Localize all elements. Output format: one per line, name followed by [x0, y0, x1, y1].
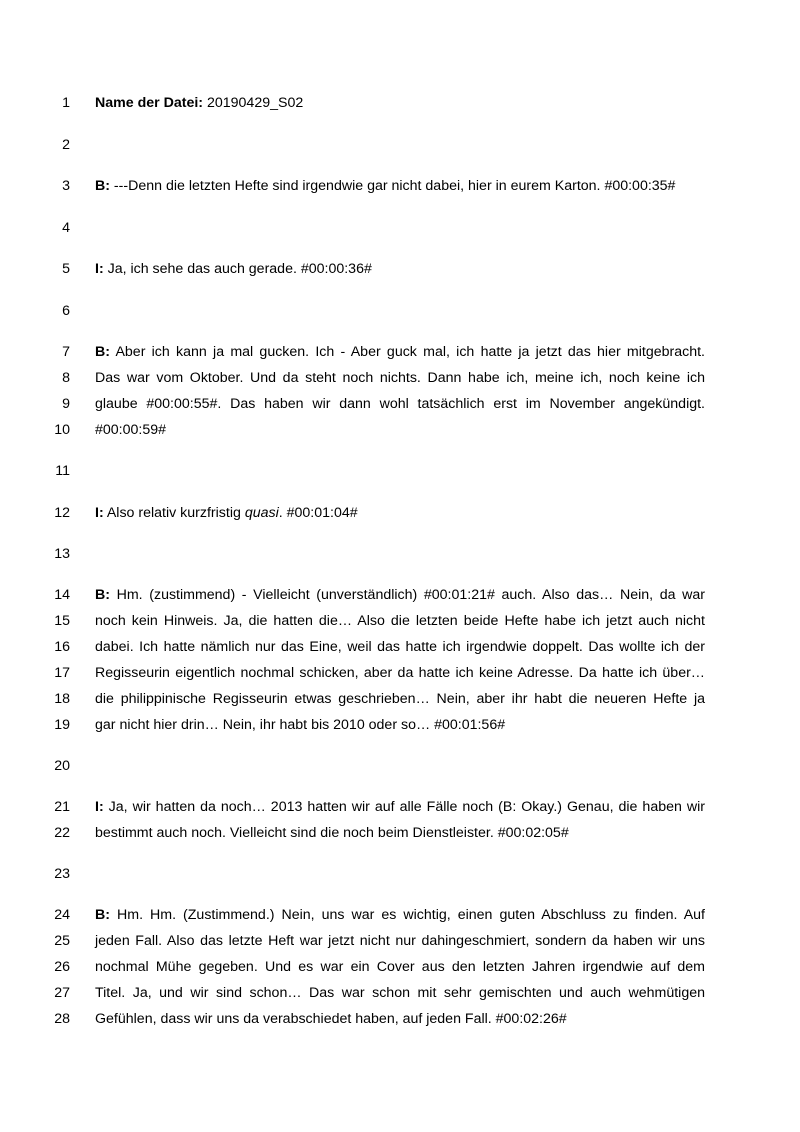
line-number: 21 — [54, 799, 70, 815]
line-number: 18 — [54, 691, 70, 707]
line-content: Hm. Hm. (Zustimmend.) Nein, uns war es wichtig, einen guten Abschluss zu finden. Auf — [109, 907, 705, 923]
line-text: nochmal Mühe gegeben. Und es war ein Cover aus den letzten Jahren irgendwie auf dem — [95, 959, 705, 975]
line-1 — [0, 93, 800, 113]
line-number: 16 — [54, 639, 70, 655]
line-text: die philippinische Regisseurin etwas geschrieben… Nein, aber ihr habt die neueren Hefte ja — [95, 691, 705, 707]
line-15 — [0, 611, 800, 631]
line-4 — [0, 218, 800, 238]
line-text — [95, 905, 705, 925]
line-content: Also relativ kurzfristig — [103, 505, 245, 521]
line-text: #00:00:59# — [95, 422, 167, 438]
line-10 — [0, 420, 800, 440]
line-number: 25 — [54, 933, 70, 949]
line-27 — [0, 983, 800, 1003]
line-number: 22 — [54, 825, 70, 841]
line-text: glaube #00:00:55#. Das haben wir dann wohl tatsächlich erst im November angekündigt. — [95, 396, 705, 412]
speaker-label: I: — [95, 799, 104, 815]
line-number: 8 — [62, 370, 70, 386]
line-text — [95, 342, 705, 362]
line-18 — [0, 689, 800, 709]
line-20 — [0, 756, 800, 776]
line-content: Aber ich kann ja mal gucken. Ich - Aber guck mal, ich hatte ja jetzt das hier mitgebracht. — [109, 344, 705, 360]
line-number: 7 — [62, 344, 70, 360]
line-text — [95, 259, 705, 279]
line-17 — [0, 663, 800, 683]
line-text: noch kein Hinweis. Ja, die hatten die… Also die letzten beide Hefte habe ich jetzt auch nicht — [95, 613, 705, 629]
line-text — [95, 93, 705, 113]
line-text: Regisseurin eigentlich nochmal schicken, aber da hatte ich keine Adresse. Da hatte ich über… — [95, 665, 705, 681]
line-number: 6 — [62, 303, 70, 319]
line-9 — [0, 394, 800, 414]
line-22 — [0, 823, 800, 843]
line-number: 11 — [55, 463, 70, 479]
speaker-label: Name der Datei: — [95, 95, 204, 111]
line-text: dabei. Ich hatte nämlich nur das Eine, weil das hatte ich irgendwie doppelt. Das wollte ich der — [95, 639, 705, 655]
line-number: 15 — [54, 613, 70, 629]
line-3 — [0, 176, 800, 196]
line-14 — [0, 585, 800, 605]
line-26 — [0, 957, 800, 977]
speaker-label: B: — [95, 344, 110, 360]
line-number: 4 — [62, 220, 70, 236]
speaker-label: I: — [95, 505, 104, 521]
line-number: 2 — [62, 137, 70, 153]
line-8 — [0, 368, 800, 388]
line-text: Das war vom Oktober. Und da steht noch nichts. Dann habe ich, meine ich, noch keine ich — [95, 370, 705, 386]
line-number: 12 — [54, 505, 70, 521]
line-text: Titel. Ja, und wir sind schon… Das war schon mit sehr gemischten und auch wehmütigen — [95, 985, 705, 1001]
speaker-label: B: — [95, 907, 110, 923]
line-content-end: . #00:01:04# — [278, 505, 358, 521]
line-text — [95, 503, 705, 523]
line-5 — [0, 259, 800, 279]
line-28 — [0, 1009, 800, 1029]
line-16 — [0, 637, 800, 657]
line-number: 3 — [62, 178, 70, 194]
line-number: 19 — [54, 717, 70, 733]
line-text: bestimmt auch noch. Vielleicht sind die noch beim Dienstleister. #00:02:05# — [95, 825, 569, 841]
line-content: ---Denn die letzten Hefte sind irgendwie gar nicht dabei, hier in eurem Karton. #00:00:35# — [109, 178, 676, 194]
line-text: Gefühlen, dass wir uns da verabschiedet haben, auf jeden Fall. #00:02:26# — [95, 1011, 567, 1027]
line-content: Ja, ich sehe das auch gerade. #00:00:36# — [103, 261, 372, 277]
line-number: 5 — [62, 261, 70, 277]
line-text: gar nicht hier drin… Nein, ihr habt bis 2010 oder so… #00:01:56# — [95, 717, 506, 733]
line-number: 14 — [54, 587, 70, 603]
line-number: 10 — [54, 422, 70, 438]
line-content: 20190429_S02 — [203, 95, 304, 111]
line-text: jeden Fall. Also das letzte Heft war jetzt nicht nur dahingeschmiert, sondern da haben wir uns — [95, 933, 705, 949]
line-23 — [0, 864, 800, 884]
line-content: Ja, wir hatten da noch… 2013 hatten wir auf alle Fälle noch (B: Okay.) Genau, die haben wir — [103, 799, 705, 815]
line-number: 9 — [62, 396, 70, 412]
line-25 — [0, 931, 800, 951]
line-text — [95, 176, 705, 196]
line-7 — [0, 342, 800, 362]
line-12 — [0, 503, 800, 523]
speaker-label: B: — [95, 587, 110, 603]
line-number: 27 — [54, 985, 70, 1001]
line-11 — [0, 461, 800, 481]
line-number: 17 — [54, 665, 70, 681]
line-2 — [0, 135, 800, 155]
speaker-label: B: — [95, 178, 110, 194]
line-24 — [0, 905, 800, 925]
line-number: 28 — [54, 1011, 70, 1027]
line-text — [95, 585, 705, 605]
line-content: Hm. (zustimmend) - Vielleicht (unverständlich) #00:01:21# auch. Also das… Nein, da war — [109, 587, 705, 603]
line-number: 24 — [54, 907, 70, 923]
emphasis: quasi — [244, 505, 279, 521]
line-number: 20 — [54, 758, 70, 774]
line-6 — [0, 301, 800, 321]
line-number: 1 — [62, 95, 70, 111]
line-number: 23 — [54, 866, 70, 882]
line-text — [95, 797, 705, 817]
speaker-label: I: — [95, 261, 104, 277]
line-number: 13 — [54, 546, 70, 562]
line-number: 26 — [54, 959, 70, 975]
line-13 — [0, 544, 800, 564]
line-21 — [0, 797, 800, 817]
line-19 — [0, 715, 800, 735]
